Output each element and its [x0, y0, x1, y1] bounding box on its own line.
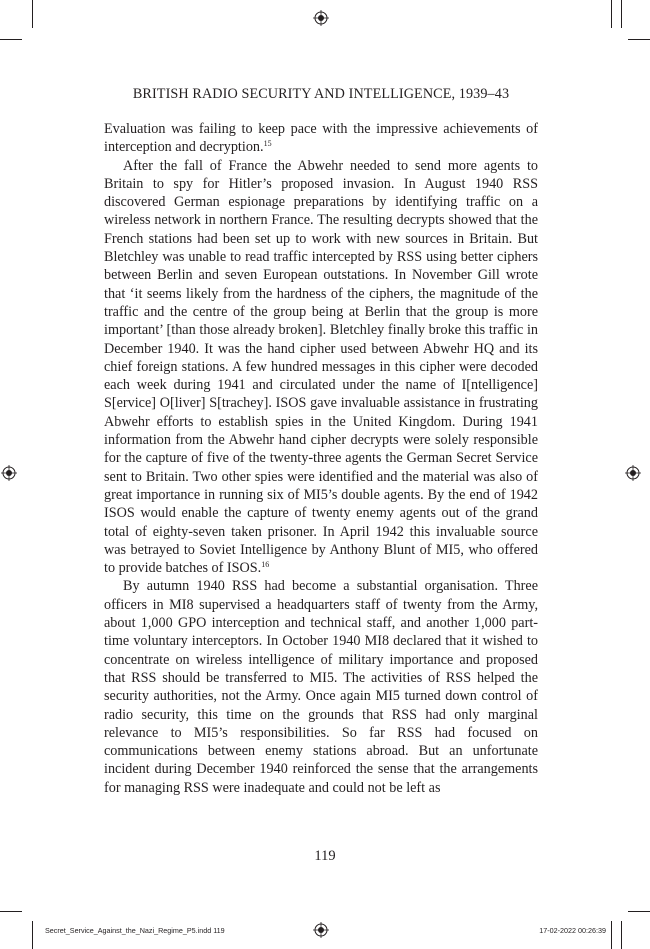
paragraph: [104, 157, 538, 578]
footnote-ref: 16: [261, 560, 270, 570]
paragraph: [104, 577, 538, 797]
page-number: 119: [314, 848, 336, 864]
crop-mark: [32, 0, 33, 28]
crop-mark: [611, 0, 612, 28]
crop-mark: [0, 39, 22, 40]
crop-mark: [628, 911, 650, 912]
slug-filename: Secret_Service_Against_the_Nazi_Regime_P5.indd 119: [45, 926, 225, 935]
paragraph-text: After the fall of France the Abwehr needed to send more agents to Britain to spy for Hitler’s proposed invasion. In August 1940 RSS discovered German espionage preparations by identifying traffic on a wireless network in northern France. The resulting decrypts showed that the French stations had been set up to work with new sources in Britain. But Bletchley was unable to read traffic intercepted by RSS using better ciphers between Berlin and seven European outstations. In November Gill wrote that ‘it seems likely from the hardness of the ciphers, the magnitude of the traffic and the centre of the group being at Berlin that the group is more important’ [than those already broken]. Bletchley finally broke this traffic in December 1940. It was the hand cipher used between Abwehr HQ and its chief foreign stations. A few hundred messages in this cipher were decoded each week during 1941 and circulated under the name of I[ntelligence] S[ervice] O[liver] S[trachey]. ISOS gave invaluable assistance in frustrating Abwehr efforts to establish spies in the United Kingdom. During 1941 information from the Abwehr hand cipher decrypts were solely responsible for the capture of five of the twenty-three agents the German Secret Service sent to Britain. Two other spies were identified and the material was also of great importance in running six of MI5’s double agents. By the end of 1942 ISOS would enable the capture of twenty enemy agents out of the grand total of eighty-seven taken prisoner. In April 1942 this invaluable source was betrayed to Soviet Intelligence by Anthony Blunt of MI5, who offered to provide batches of ISOS.: [104, 157, 538, 577]
footnote-ref: 15: [263, 139, 272, 149]
slug-timestamp: 17-02-2022 00:26:39: [539, 926, 606, 935]
paragraph-text: Evaluation was failing to keep pace with the impressive achievements of interception and decryption.: [104, 121, 538, 156]
body-text: [104, 120, 538, 797]
paragraph-text: By autumn 1940 RSS had become a substantial organisation. Three officers in MI8 supervised a headquarters staff of twenty from the Army, about 1,000 GPO interception and technical staff, and another 1,000 part-time voluntary interceptors. In October 1940 MI8 declared that it wished to concentrate on wireless intelligence of military importance and proposed that RSS should be transferred to MI5. The activities of RSS helped the security authorities, not the Army. Once again MI5 turned down control of radio security, this time on the grounds that RSS had only marginal relevance to MI5’s responsibilities. So far RSS had focused on communications between enemy stations abroad. But an unfortunate incident during December 1940 reinforced the sense that the arrangements for managing RSS were inadequate and could not be left as: [104, 578, 538, 796]
crop-mark: [621, 0, 622, 28]
registration-mark-icon: [1, 465, 17, 481]
crop-mark: [611, 921, 612, 949]
registration-mark-icon: [625, 465, 641, 481]
crop-mark: [32, 921, 33, 949]
crop-mark: [0, 911, 22, 912]
crop-mark: [621, 921, 622, 949]
running-head: BRITISH RADIO SECURITY AND INTELLIGENCE, 1939–43: [132, 86, 510, 102]
crop-mark: [628, 39, 650, 40]
registration-mark-icon: [313, 922, 329, 938]
registration-mark-icon: [313, 10, 329, 26]
paragraph: [104, 120, 538, 157]
